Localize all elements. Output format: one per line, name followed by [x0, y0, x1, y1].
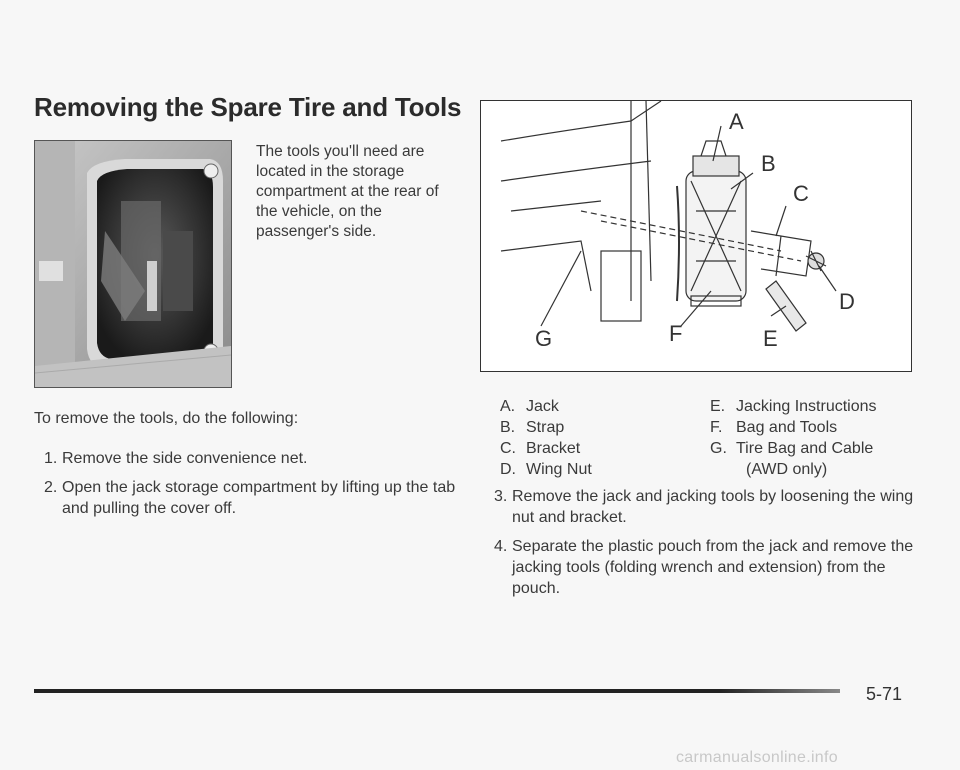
legend-text: Strap — [526, 419, 565, 436]
legend-text: (AWD only) — [746, 461, 828, 478]
diagram-label-a: A — [729, 109, 744, 134]
storage-compartment-illustration — [35, 141, 231, 387]
legend-key: D. — [500, 461, 516, 478]
legend-key: G. — [710, 440, 727, 457]
diagram-label-d: D — [839, 289, 855, 314]
diagram-label-b: B — [761, 151, 776, 176]
legend-item — [710, 438, 877, 459]
instructions-lead: To remove the tools, do the following: — [34, 410, 299, 427]
diagram-label-e: E — [763, 326, 778, 351]
legend-item-note — [710, 459, 877, 480]
diagram-label-g: G — [535, 326, 553, 351]
watermark-text: carmanualsonline.info — [676, 749, 838, 766]
page-number: 5-71 — [866, 684, 903, 704]
steps-list-right — [494, 486, 914, 607]
legend-item — [500, 396, 592, 417]
legend-text: Bag and Tools — [736, 419, 838, 436]
legend-text: Jack — [526, 398, 559, 415]
intro-paragraph: The tools you'll need are located in the storage compartment at the rear of the vehicle, on the passenger's side. — [256, 143, 439, 240]
legend-text: Jacking Instructions — [736, 398, 877, 415]
jack-diagram — [480, 100, 912, 372]
step-text: Remove the side convenience net. — [62, 450, 308, 467]
legend-item — [500, 459, 592, 480]
legend-column-left — [500, 396, 592, 480]
legend-key: E. — [710, 398, 726, 415]
step-text: Separate the plastic pouch from the jack and remove the jacking tools (folding wrench and extension) from the pouch. — [512, 538, 914, 597]
step-1 — [44, 448, 474, 469]
legend-text: Tire Bag and Cable — [736, 440, 874, 457]
step-number: 4. — [494, 538, 508, 555]
legend-item — [710, 417, 877, 438]
step-4 — [494, 536, 914, 599]
diagram-label-c: C — [793, 181, 809, 206]
footer-rule — [34, 689, 840, 693]
step-number: 1. — [44, 450, 58, 467]
legend-key: B. — [500, 419, 516, 436]
legend-column-right — [710, 396, 877, 480]
legend-item — [710, 396, 877, 417]
storage-compartment-photo — [34, 140, 232, 388]
legend-text: Wing Nut — [526, 461, 592, 478]
page-title: Removing the Spare Tire and Tools — [34, 92, 462, 122]
legend-item — [500, 438, 592, 459]
step-3 — [494, 486, 914, 528]
legend-item — [500, 417, 592, 438]
step-number: 2. — [44, 479, 58, 496]
jack-assembly-illustration — [481, 101, 911, 371]
diagram-label-f: F — [669, 321, 683, 346]
legend-text: Bracket — [526, 440, 581, 457]
legend-key: A. — [500, 398, 516, 415]
step-number: 3. — [494, 488, 508, 505]
steps-list-left — [44, 448, 474, 527]
legend-key: F. — [710, 419, 723, 436]
step-2 — [44, 477, 474, 519]
step-text: Remove the jack and jacking tools by loosening the wing nut and bracket. — [512, 488, 914, 526]
step-text: Open the jack storage compartment by lifting up the tab and pulling the cover off. — [62, 479, 456, 517]
legend-key: C. — [500, 440, 516, 457]
